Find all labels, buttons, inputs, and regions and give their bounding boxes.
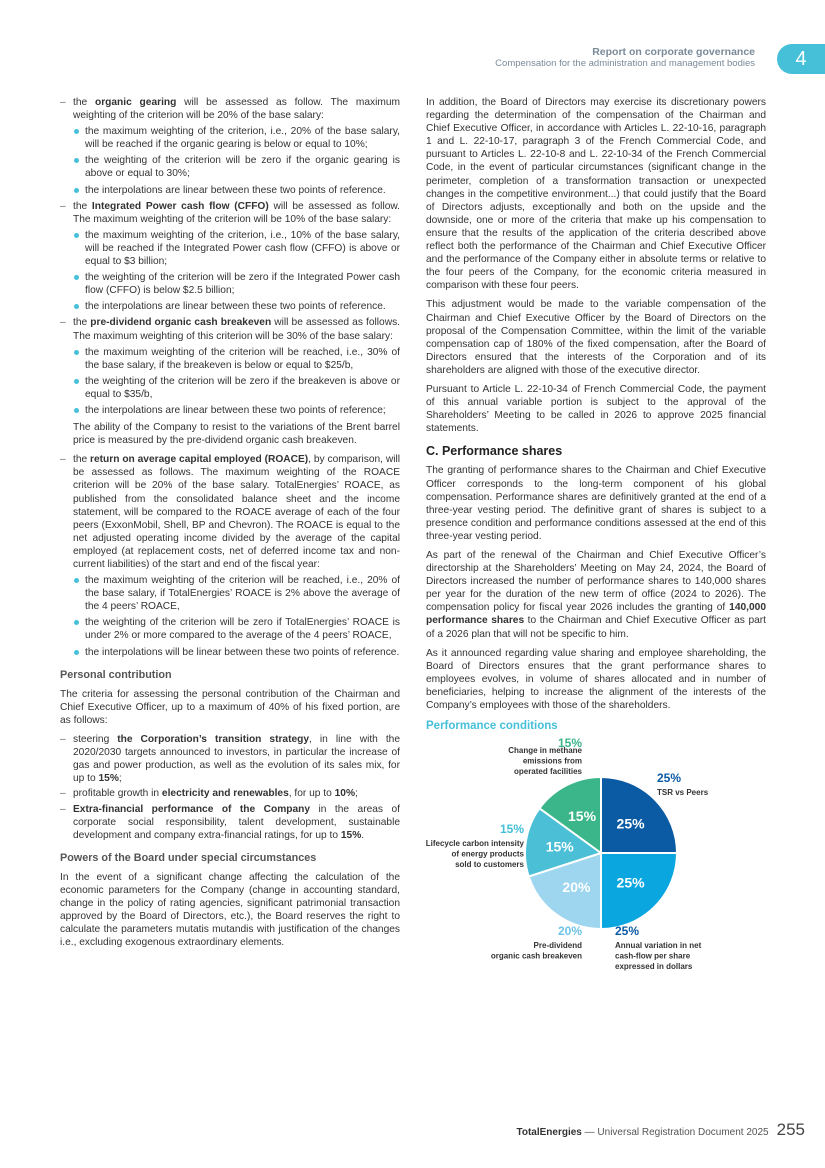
- chart-title: Performance conditions: [426, 720, 558, 733]
- bullet-icon: [74, 620, 79, 625]
- dash-icon: –: [60, 803, 66, 815]
- bullet-icon: [74, 188, 79, 193]
- bullet-icon: [74, 158, 79, 163]
- list-item: – steering the Corporation’s transition strategy, in line with the 2020/2030 targets announced to investors, in particular the increase of gas and power production, as well as the evolution of its sales mix, for up to 15%;: [60, 734, 400, 785]
- header-subtitle: Compensation for the administration and management bodies: [495, 58, 755, 69]
- list-item: the interpolations are linear between these two points of reference;: [73, 404, 400, 417]
- performance-conditions-chart: [426, 733, 766, 983]
- slice-outer-percent: 25%: [615, 924, 640, 939]
- list-item: the maximum weighting of the criterion will be reached, i.e., 30% of the base salary, if the breakeven is below or equal to $25/b,: [73, 346, 400, 372]
- list-item: the maximum weighting of the criterion, i.e., 20% of the base salary, will be reached if the organic gearing is below or equal to 10%;: [73, 125, 400, 151]
- bullet-icon: [74, 350, 79, 355]
- footer-doc-title: — Universal Registration Document 2025: [581, 1127, 769, 1138]
- dash-icon: –: [60, 734, 66, 746]
- slice-category-label: TSR vs Peers: [657, 788, 709, 798]
- header-title: Report on corporate governance: [592, 46, 755, 58]
- list-item: the weighting of the criterion will be zero if the organic gearing is above or equal to 30%;: [73, 154, 400, 180]
- slice-value-label: 15%: [568, 807, 597, 824]
- list-item: the maximum weighting of the criterion will be reached, i.e., 20% of the base salary, if TotalEnergies’ ROACE is 2% above the average of the 4 peers’ ROACE,: [73, 574, 400, 613]
- slice-value-label: 15%: [545, 838, 574, 855]
- slice-category-label: Pre-dividend organic cash breakeven: [490, 941, 582, 961]
- pie-chart: [426, 733, 766, 983]
- personal-contribution-intro: The criteria for assessing the personal contribution of the Chairman and Chief Executive Officer, up to a maximum of 40% of his fixed portion, are as follows:: [60, 688, 400, 726]
- powers-text: In the event of a significant change affecting the calculation of the economic parameters for the Company (change in accounting standard, change in the policy of rating agencies, significant patrimonial transaction approved by the Board of Directors, etc.), the Board reserves the right to calculate the parameters mutatis mutandis with justification of the changes i.e., excluding exogenous extraordinary elements.: [60, 871, 400, 949]
- slice-outer-percent: 15%: [557, 736, 583, 751]
- bullet-icon: [74, 408, 79, 413]
- slice-outer-percent: 15%: [499, 822, 524, 837]
- page-header: [495, 46, 755, 70]
- list-item: the maximum weighting of the criterion, i.e., 10% of the base salary, will be reached if the Integrated Power cash flow (CFFO) is above or equal to $3 billion;: [73, 229, 400, 268]
- page-footer: [516, 1120, 805, 1140]
- slice-category-label: Change in methane emissions from operated facilities: [508, 746, 582, 777]
- roace-item: – the return on average capital employed (ROACE), by comparison, will be assessed as follows. The maximum weighting of the ROACE criterion will be 20% of the base salary. TotalEnergies’ ROACE, as published from the consolidated balance sheet and the income statement, will be compared to the ROACE average of each of the four peers (ExxonMobil, Shell, BP and Chevron). The ROACE is equal to the net adjusted operating income divided by the average of the capital employed (at replacement costs, net of deferred income tax and non-current liabilities) of the start and end of the fiscal year: the maximum weighting of the criterion will be reached, i.e., 20% of the base salary, if TotalEnergies’ ROACE is 2% above the average of the 4 peers’ ROACE, the weighting of the criterion will be zero if TotalEnergies’ ROACE is under 2% or more compared to the average of the 4 peers’ ROACE, the interpolations will be linear between these two points of reference.: [60, 454, 400, 658]
- dash-icon: –: [60, 317, 66, 329]
- bullet-icon: [74, 233, 79, 238]
- slice-value-label: 25%: [616, 815, 645, 832]
- list-item: the weighting of the criterion will be zero if TotalEnergies’ ROACE is under 2% or more compared to the average of the 4 peers’ ROACE,: [73, 616, 400, 642]
- right-column: [426, 96, 766, 983]
- dash-icon: –: [60, 788, 66, 800]
- bullet-icon: [74, 129, 79, 134]
- performance-shares-paragraph: The granting of performance shares to the Chairman and Chief Executive Officer corresponds to the long-term component of his global compensation. Performance shares are definitively granted at the end of a three-year vesting period. The definitive grant of shares is subject to a presence condition and performance conditions assessed at the end of this three-year vesting period.: [426, 465, 766, 542]
- bullet-icon: [74, 275, 79, 280]
- breakeven-note: The ability of the Company to resist to the variations of the Brent barrel price is measured by the pre-dividend organic cash breakeven.: [73, 422, 400, 447]
- breakeven-item: – the pre-dividend organic cash breakeven will be assessed as follows. The maximum weighting of this criterion will be 30% of the base salary: the maximum weighting of the criterion will be reached, i.e., 30% of the base salary, if the breakeven is below or equal to $25/b, the weighting of the criterion will be zero if the breakeven is above or equal to $35/b, the interpolations are linear between these two points of reference;: [60, 317, 401, 416]
- dash-icon: –: [60, 454, 66, 466]
- renewal-paragraph: As part of the renewal of the Chairman and Chief Executive Officer’s directorship at the Shareholders’ Meeting on May 24, 2024, the Board of Directors increased the number of performance shares to 140,000 shares per year for the duration of the new term of office (2024 to 2026). The compensation policy for fiscal year 2026 includes the granting of 140,000 performance shares to the Chairman and Chief Executive Officer as part of a 2026 plan that will not be specific to him.: [426, 550, 766, 640]
- cffo-term: Integrated Power cash flow (CFFO): [91, 200, 269, 212]
- slice-outer-percent: 20%: [557, 924, 582, 939]
- value-sharing-paragraph: As it announced regarding value sharing and employee shareholding, the Board of Directors ensures that the grant performance shares to employees evolves, in volume of shares allocated and in number of beneficiaries, helping to increase the alignment of the interests of the Company’s employees with those of the shareholders.: [426, 647, 766, 712]
- adjustment-paragraph: This adjustment would be made to the variable compensation of the Chairman and Chief Executive Officer by the Board of Directors on the proposal of the Compensation Committee, within the limit of the variable compensation cap of 180% of the fixed compensation, after the Board of Directors ensured that the interests of the Corporation and of its shareholders are aligned with those of the executive director.: [426, 299, 766, 376]
- pie-slice: [601, 853, 677, 929]
- bullet-icon: [74, 379, 79, 384]
- list-item: the weighting of the criterion will be zero if the Integrated Power cash flow (CFFO) is below $2.5 billion;: [73, 271, 400, 297]
- discretionary-powers-paragraph: In addition, the Board of Directors may exercise its discretionary powers regarding the determination of the compensation of the Chairman and Chief Executive Officer, in accordance with Articles L. 22-10-16, paragraph 1 and L. 22-10-17, paragraph 3 of the French Commercial Code, and pursuant to Articles L. 22-10-8 and L. 22-10-34 of the French Commercial Code, in the event of particular circumstances (significant change in the perimeter, completion of a transformation transaction or unexpected changes in the competitive environment...) that could justify that the Board of Directors adjusts, exceptionally and both on the upside and the downside, one or more of the criteria that make up his compensation to ensure that the results of the application of the criteria described above reflect both the performance of the Chairman and Chief Executive Officer and the performance of the Company either in absolute terms or relative to the four peers of the Company, for the economic criteria measured in comparison with these four peers.: [426, 97, 766, 292]
- bullet-icon: [74, 578, 79, 583]
- dash-icon: –: [60, 200, 66, 212]
- page-number: 255: [776, 1120, 805, 1139]
- slice-category-label: Lifecycle carbon intensity of energy products sold to customers: [426, 839, 524, 870]
- slice-value-label: 20%: [562, 879, 591, 896]
- list-item: – Extra-financial performance of the Company in the areas of corporate social responsibility, talent development, sustainable development and company extra-financial ratings, for up to 15%.: [60, 803, 400, 841]
- slice-value-label: 25%: [616, 874, 645, 891]
- left-column: [60, 96, 400, 955]
- list-item: the weighting of the criterion will be zero if the breakeven is above or equal to $35/b,: [73, 375, 400, 401]
- list-item: the interpolations are linear between these two points of reference.: [73, 184, 400, 197]
- section-c-heading: C. Performance shares: [426, 444, 563, 459]
- organic-gearing-item: – the organic gearing will be assessed as follow. The maximum weighting of the criterion will be 20% of the base salary: the maximum weighting of the criterion, i.e., 20% of the base salary, will be reached if the organic gearing is below or equal to 10%; the weighting of the criterion will be zero if the organic gearing is above or equal to 30%; the interpolations are linear between these two points of reference.: [60, 97, 401, 196]
- chapter-tab[interactable]: 4: [777, 44, 825, 74]
- roace-term: return on average capital employed (ROACE): [90, 454, 309, 466]
- list-item: – profitable growth in electricity and renewables, for up to 10%;: [60, 788, 358, 800]
- cffo-item: – the Integrated Power cash flow (CFFO) will be assessed as follow. The maximum weighting of the criterion will be 10% of the base salary: the maximum weighting of the criterion, i.e., 10% of the base salary, will be reached if the Integrated Power cash flow (CFFO) is above or equal to $3 billion; the weighting of the criterion will be zero if the Integrated Power cash flow (CFFO) is below $2.5 billion; the interpolations are linear between these two points of reference.: [60, 200, 400, 313]
- powers-heading: Powers of the Board under special circumstances: [60, 851, 317, 864]
- list-item: the interpolations are linear between these two points of reference.: [73, 300, 400, 313]
- footer-brand: TotalEnergies: [516, 1127, 582, 1138]
- bullet-icon: [74, 304, 79, 309]
- breakeven-term: pre-dividend organic cash breakeven: [90, 317, 272, 329]
- list-item: the interpolations will be linear between these two points of reference.: [73, 646, 400, 659]
- dash-icon: –: [60, 97, 66, 108]
- article-paragraph: Pursuant to Article L. 22-10-34 of French Commercial Code, the payment of this annual variable portion is subject to the approval of the Shareholders’ Meeting to be called in 2026 to approve 2025 financial statements.: [426, 383, 766, 435]
- personal-contribution-heading: Personal contribution: [60, 668, 172, 681]
- organic-gearing-term: organic gearing: [94, 97, 177, 108]
- bullet-icon: [74, 650, 79, 655]
- slice-outer-percent: 25%: [657, 771, 682, 786]
- slice-category-label: Annual variation in net cash-flow per share expressed in dollars: [615, 941, 702, 972]
